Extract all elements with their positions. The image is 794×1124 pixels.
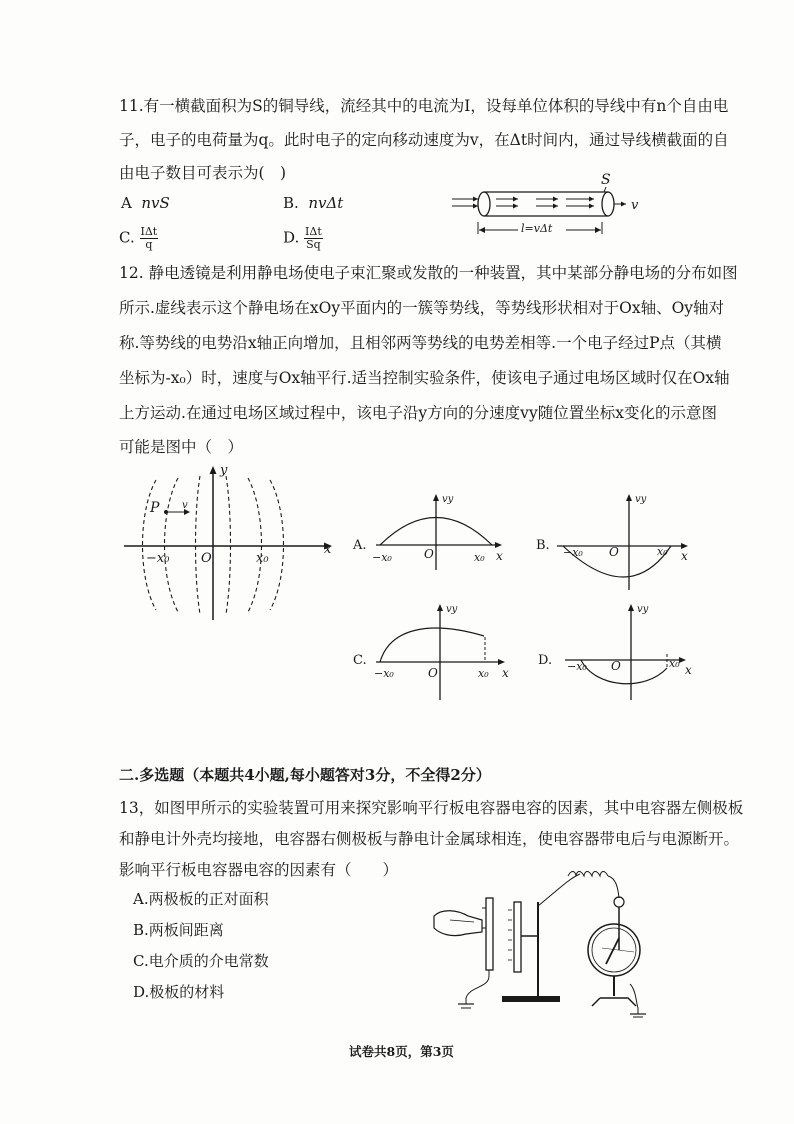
svg-text:x: x xyxy=(681,549,688,563)
x0-label: x₀ xyxy=(256,551,269,566)
neg-x0-label: −x₀ xyxy=(146,551,170,566)
wire-figure xyxy=(448,170,688,246)
page-footer: 试卷共8页，第3页 xyxy=(349,1044,454,1059)
svg-text:O: O xyxy=(428,666,438,680)
vy-label: vy xyxy=(442,494,454,505)
svg-text:vy: vy xyxy=(446,604,458,615)
graph-b[interactable] xyxy=(535,490,705,590)
q13-line-1: 13，如图甲所示的实验装置可用来探究影响平行板电容器电容的因素，其中电容器左侧极板 xyxy=(119,799,744,817)
fraction: $\frac{\text{IΔt}}{q}$ xyxy=(140,225,158,251)
svg-text:vy: vy xyxy=(637,604,649,615)
q12-line-4: 坐标为-x₀）时，速度与Ox轴平行.适当控制实验条件，使该电子通过电场区域时仅在Ox轴 xyxy=(119,369,730,387)
q13-line-3: 影响平行板电容器电容的因素有（ ） xyxy=(119,861,399,879)
q12-line-3: 称.等势线的电势沿x轴正向增加，且相邻两等势线的电势差相等.一个电子经过P点（其横 xyxy=(119,334,722,352)
svg-text:x: x xyxy=(496,549,503,563)
svg-text:−x₀: −x₀ xyxy=(563,546,583,559)
svg-text:x: x xyxy=(685,663,692,677)
svg-text:x₀: x₀ xyxy=(478,667,489,680)
svg-text:−x₀: −x₀ xyxy=(374,667,394,680)
graph-c[interactable] xyxy=(350,600,520,700)
q11-option-d[interactable]: D. $\frac{\text{IΔt}}{Sq}$ xyxy=(283,225,322,251)
q12-line-6: 可能是图中（ ） xyxy=(119,438,244,456)
svg-text:x: x xyxy=(502,666,509,680)
q13-line-2: 和静电计外壳均接地，电容器右侧极板与静电计金属球相连，使电容器带电后与电源断开。 xyxy=(119,830,740,848)
q11-option-c[interactable]: C. $\frac{\text{IΔt}}{q}$ xyxy=(119,225,158,251)
svg-text:x₀: x₀ xyxy=(657,545,668,558)
q13-option-a[interactable]: A.两极板的正对面积 xyxy=(133,890,269,908)
q13-option-c[interactable]: C.电介质的介电常数 xyxy=(133,952,269,970)
svg-text:−x₀: −x₀ xyxy=(372,551,392,564)
graph-b-label: B. xyxy=(536,538,550,553)
svg-text:O: O xyxy=(611,659,621,673)
svg-text:x₀: x₀ xyxy=(474,551,485,564)
q13-option-d[interactable]: D.极板的材料 xyxy=(133,983,225,1001)
graph-a-label: A. xyxy=(353,538,367,553)
svg-text:D.: D. xyxy=(538,653,553,668)
field-figure xyxy=(120,460,350,630)
fraction: $\frac{\text{IΔt}}{Sq}$ xyxy=(305,225,322,251)
label-s: S xyxy=(601,172,611,188)
q12-line-1: 12. 静电透镜是利用静电场使电子束汇聚或发散的一种装置，其中某部分静电场的分布如图 xyxy=(119,264,738,282)
origin-label: O xyxy=(201,551,212,566)
point-p-label: P xyxy=(150,500,160,516)
hand-icon xyxy=(434,911,482,936)
svg-text:−x₀: −x₀ xyxy=(567,660,587,673)
q11-line-1: 11.有一横截面积为S的铜导线，流经其中的电流为I，设每单位体积的导线中有n个自由电 xyxy=(119,97,729,115)
svg-text:O: O xyxy=(424,547,434,561)
svg-text:C.: C. xyxy=(353,653,367,668)
q11-option-b[interactable]: B. nvΔt xyxy=(283,194,344,212)
svg-text:x₀: x₀ xyxy=(669,657,680,670)
axis-y-label: y xyxy=(220,463,228,478)
q12-line-2: 所示.虚线表示这个静电场在xOy平面内的一簇等势线，等势线形状相对于Ox轴、Oy轴对 xyxy=(119,299,725,317)
q13-option-b[interactable]: B.两板间距离 xyxy=(133,921,224,939)
q11-option-a[interactable]: A nvS xyxy=(121,194,170,212)
section-heading: 二.多选题（本题共4小题,每小题答对3分，不全得2分） xyxy=(119,766,491,784)
q11-line-2: 子，电子的电荷量为q。此时电子的定向移动速度为v，在Δt时间内，通过导线横截面的自 xyxy=(119,131,729,149)
svg-text:O: O xyxy=(609,545,619,559)
axis-x-label: x xyxy=(324,542,332,557)
velocity-label: v xyxy=(182,500,188,511)
label-l: l=vΔt xyxy=(521,222,553,235)
label-v: v xyxy=(631,198,639,213)
q11-line-3: 由电子数目可表示为( ) xyxy=(119,164,287,182)
graph-d[interactable] xyxy=(535,600,705,700)
svg-text:vy: vy xyxy=(635,494,647,505)
q12-line-5: 上方运动.在通过电场区域过程中，该电子沿y方向的分速度vy随位置坐标x变化的示意图 xyxy=(119,404,717,422)
capacitor-apparatus-figure xyxy=(430,858,650,1018)
graph-a[interactable] xyxy=(350,490,520,570)
